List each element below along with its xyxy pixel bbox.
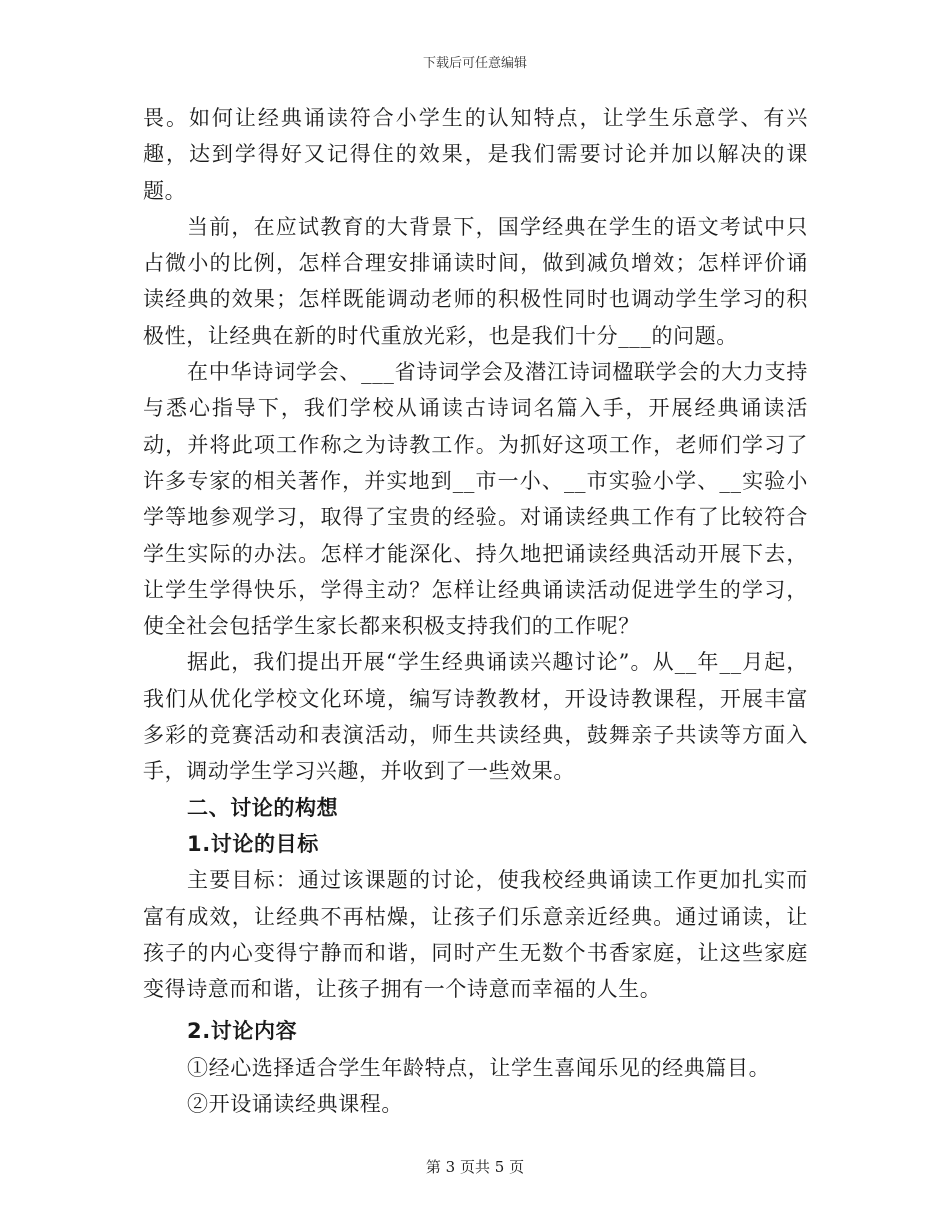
section-heading-concept: 二、讨论的构想 <box>187 795 339 820</box>
document-body <box>143 100 808 1122</box>
list-item-1: ①经心选择适合学生年龄特点，让学生喜闻乐见的经典篇目。 <box>187 1055 771 1080</box>
list-item-2: ②开设诵读经典课程。 <box>187 1092 403 1117</box>
paragraph-support: 在中华诗词学会、___省诗词学会及潜江诗词楹联学会的大力支持与悉心指导下，我们学校从诵读古诗词名篇入手，开展经典诵读活动，并将此项工作称之为诗教工作。为抓好这项工作，老师们学习了许多专家的相关著作，并实地到__市一小、__市实验小学、__实验小学等地参观学习，取得了宝贵的经验。对诵读经典工作有了比较符合学生实际的办法。怎样才能深化、持久地把诵读经典活动开展下去，让学生学得快乐，学得主动？怎样让经典诵读活动促进学生的学习，使全社会包括学生家长都来积极支持我们的工作呢？ <box>143 360 808 639</box>
paragraph-goal: 主要目标：通过该课题的讨论，使我校经典诵读工作更加扎实而富有成效，让经典不再枯燥，让孩子们乐意亲近经典。通过诵读，让孩子的内心变得宁静而和谐，同时产生无数个书香家庭，让这些家庭变得诗意而和谐，让孩子拥有一个诗意而幸福的人生。 <box>143 868 808 1002</box>
page-footer: 第 3 页共 5 页 <box>425 1158 525 1176</box>
paragraph-continued: 畏。如何让经典诵读符合小学生的认知特点，让学生乐意学、有兴趣，达到学得好又记得住的效果，是我们需要讨论并加以解决的课题。 <box>143 106 808 203</box>
subheading-content: 2.讨论内容 <box>187 1019 298 1044</box>
subheading-goal: 1.讨论的目标 <box>187 831 319 856</box>
paragraph-current-situation: 当前，在应试教育的大背景下，国学经典在学生的语文考试中只占微小的比例，怎样合理安排诵读时间，做到减负增效；怎样评价诵读经典的效果；怎样既能调动老师的积极性同时也调动学生学习的积极性，让经典在新的时代重放光彩，也是我们十分___的问题。 <box>143 214 808 348</box>
page-header: 下载后可任意编辑 <box>422 56 527 71</box>
paragraph-proposal: 据此，我们提出开展“学生经典诵读兴趣讨论”。从__年__月起，我们从优化学校文化环境，编写诗教教材，开设诗教课程，开展丰富多彩的竞赛活动和表演活动，师生共读经典，鼓舞亲子共读等方面入手，调动学生学习兴趣，并收到了一些效果。 <box>143 650 808 784</box>
